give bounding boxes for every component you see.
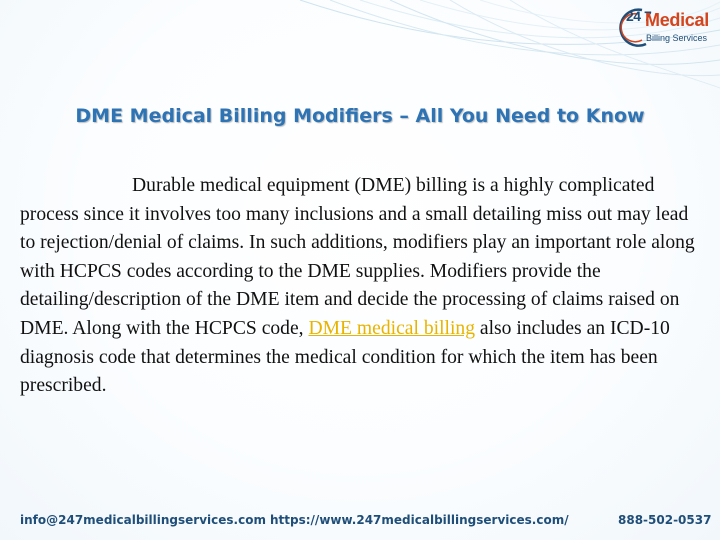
body-paragraph xyxy=(20,172,700,401)
body-text-after-link: also includes an ICD-10 diagnosis code that determines the medical condition for which the item has been prescribed. xyxy=(20,317,670,397)
logo-number: 24 7 xyxy=(626,8,652,24)
dme-medical-billing-link[interactable]: DME medical billing xyxy=(308,317,476,339)
footer-email[interactable]: info@247medicalbillingservices.com xyxy=(20,513,266,527)
company-logo xyxy=(612,6,716,50)
logo-tagline: Billing Services xyxy=(646,33,708,43)
footer-website[interactable]: https://www.247medicalbillingservices.com/ xyxy=(270,513,569,527)
logo-name: Medical xyxy=(645,10,709,30)
body-text-before-link: Durable medical equipment (DME) billing is a highly complicated process since it involves too many inclusions and a small detailing miss out may lead to rejection/denial of claims. In such additions, modifiers play an important role along with HCPCS codes according to the DME supplies. Modifiers provide the detailing/description of the DME item and decide the processing of claims raised on DME. Along with the HCPCS code, xyxy=(20,175,695,339)
footer xyxy=(0,513,720,533)
footer-phone[interactable]: 888-502-0537 xyxy=(618,513,712,527)
page-title: DME Medical Billing Modifiers – All You Need to Know xyxy=(75,105,645,127)
